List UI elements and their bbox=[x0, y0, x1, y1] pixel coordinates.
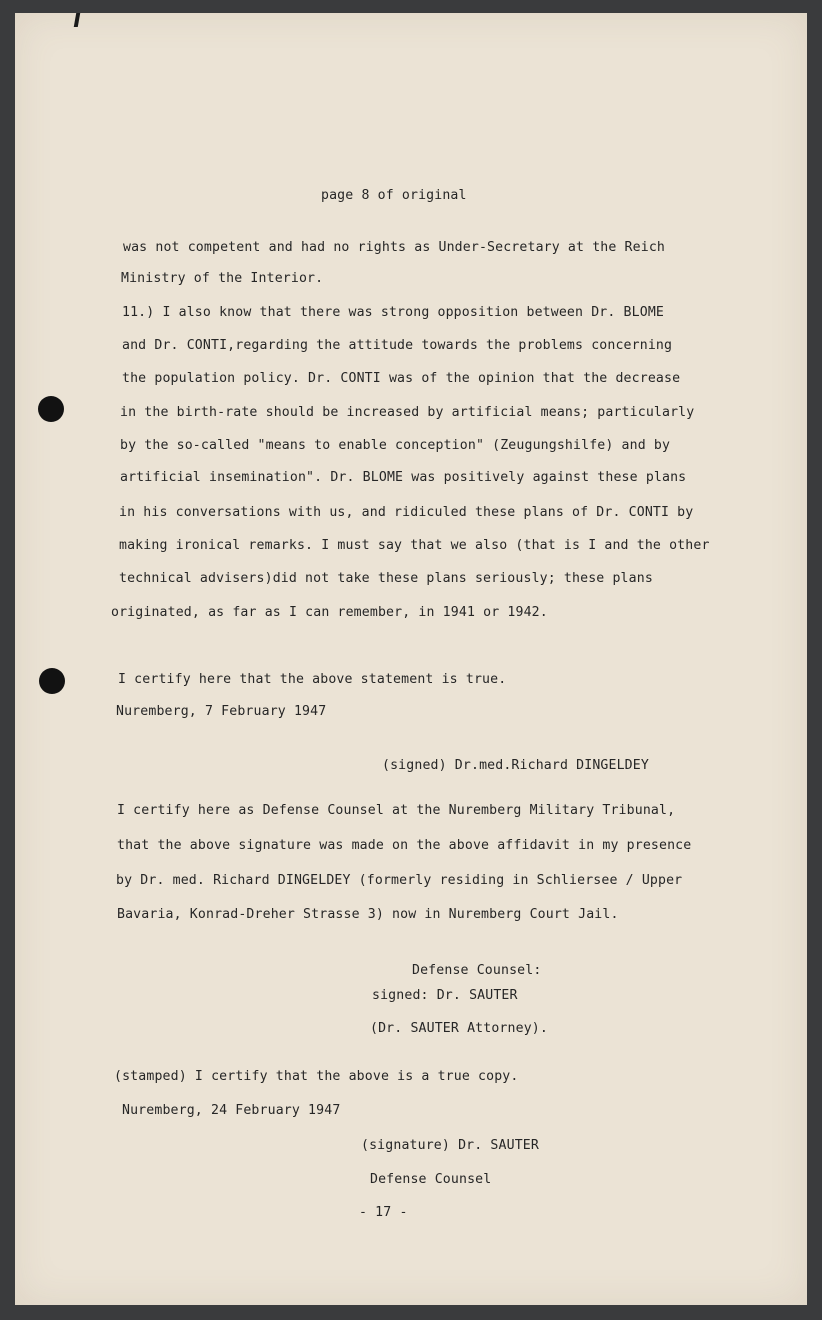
page-header: page 8 of original bbox=[321, 188, 467, 203]
counsel-line: that the above signature was made on the above affidavit in my presence bbox=[117, 838, 692, 853]
body-line: in his conversations with us, and ridiculed these plans of Dr. CONTI by bbox=[119, 505, 694, 520]
copy-role: Defense Counsel bbox=[370, 1172, 492, 1187]
affiant-signature: (signed) Dr.med.Richard DINGELDEY bbox=[382, 758, 649, 773]
body-line: the population policy. Dr. CONTI was of the opinion that the decrease bbox=[122, 371, 681, 386]
body-line: and Dr. CONTI,regarding the attitude towards the problems concerning bbox=[122, 338, 673, 353]
punch-hole-upper bbox=[38, 396, 64, 422]
copy-date: Nuremberg, 24 February 1947 bbox=[122, 1103, 341, 1118]
counsel-title: Defense Counsel: bbox=[412, 963, 542, 978]
body-line: was not competent and had no rights as Under-Secretary at the Reich bbox=[123, 240, 665, 255]
body-line: in the birth-rate should be increased by artificial means; particularly bbox=[120, 405, 695, 420]
counsel-line: by Dr. med. Richard DINGELDEY (formerly residing in Schliersee / Upper bbox=[116, 873, 683, 888]
body-line: 11.) I also know that there was strong opposition between Dr. BLOME bbox=[122, 305, 664, 320]
counsel-line: I certify here as Defense Counsel at the Nuremberg Military Tribunal, bbox=[117, 803, 676, 818]
page-corner-mark bbox=[74, 13, 80, 27]
punch-hole-lower bbox=[39, 668, 65, 694]
body-line: making ironical remarks. I must say that we also (that is I and the other bbox=[119, 538, 710, 553]
body-line: Ministry of the Interior. bbox=[121, 271, 324, 286]
page-number: - 17 - bbox=[359, 1205, 408, 1220]
copy-signature: (signature) Dr. SAUTER bbox=[361, 1138, 539, 1153]
counsel-name: (Dr. SAUTER Attorney). bbox=[370, 1021, 548, 1036]
document-page bbox=[15, 13, 807, 1305]
stamp-line: (stamped) I certify that the above is a true copy. bbox=[114, 1069, 519, 1084]
place-date: Nuremberg, 7 February 1947 bbox=[116, 704, 327, 719]
body-line: originated, as far as I can remember, in 1941 or 1942. bbox=[111, 605, 548, 620]
body-line: artificial insemination". Dr. BLOME was positively against these plans bbox=[120, 470, 687, 485]
certification-line: I certify here that the above statement is true. bbox=[118, 672, 507, 687]
body-line: by the so-called "means to enable conception" (Zeugungshilfe) and by bbox=[120, 438, 671, 453]
counsel-line: Bavaria, Konrad-Dreher Strasse 3) now in Nuremberg Court Jail. bbox=[117, 907, 619, 922]
counsel-signed: signed: Dr. SAUTER bbox=[372, 988, 518, 1003]
body-line: technical advisers)did not take these plans seriously; these plans bbox=[119, 571, 653, 586]
